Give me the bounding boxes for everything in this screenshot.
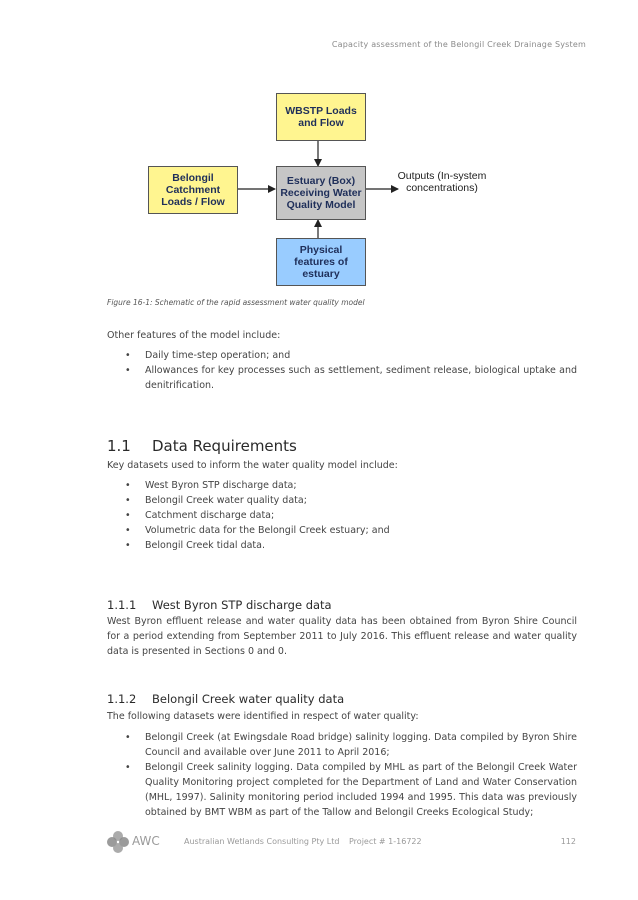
section-title: West Byron STP discharge data — [152, 598, 332, 612]
page-number: 112 — [560, 837, 576, 846]
physical-features-box — [276, 238, 366, 286]
outputs-label: Outputs (In-system concentrations) — [397, 170, 487, 194]
bullet-icon: • — [125, 762, 131, 773]
section-title: Data Requirements — [152, 437, 297, 455]
section-number: 1.1.2 — [107, 692, 137, 706]
running-header: Capacity assessment of the Belongil Creek Drainage System — [331, 40, 586, 49]
section-number: 1.1 — [107, 437, 131, 455]
bullet-icon: • — [125, 525, 131, 536]
intro-text: Other features of the model include: — [107, 330, 281, 341]
list-item: • Belongil Creek water quality data; — [125, 495, 307, 506]
bullet-icon: • — [125, 540, 131, 551]
figure-caption: Figure 16-1: Schematic of the rapid assessment water quality model — [107, 298, 365, 307]
section-heading-1-1 — [107, 437, 297, 455]
datasets-bullet-list — [107, 478, 577, 553]
bullet-icon: • — [125, 510, 131, 521]
list-item: • Allowances for key processes such as settlement, sediment release, biological uptake and denitrification. — [125, 365, 577, 391]
footer-project: Project # 1-16722 — [349, 837, 422, 846]
catchment-loads-label: Belongil Catchment Loads / Flow — [161, 172, 225, 208]
list-item: • Catchment discharge data; — [125, 510, 275, 521]
bullet-icon: • — [125, 495, 131, 506]
list-item: • Volumetric data for the Belongil Creek estuary; and — [125, 525, 390, 536]
awc-logo-icon — [106, 830, 130, 854]
awc-logo-text: AWC — [132, 834, 160, 848]
estuary-model-box — [276, 166, 366, 220]
catchment-loads-box — [148, 166, 238, 214]
bullet-icon: • — [125, 480, 131, 491]
water-quality-bullet-list — [107, 730, 577, 820]
section-number: 1.1.1 — [107, 598, 137, 612]
section-heading-1-1-2 — [107, 692, 344, 706]
list-item: • Daily time-step operation; and — [125, 350, 291, 361]
intro-bullet-list — [107, 348, 577, 393]
physical-features-label: Physical features of estuary — [294, 244, 348, 280]
page-footer — [106, 830, 578, 854]
section-heading-1-1-1 — [107, 598, 332, 612]
footer-company: Australian Wetlands Consulting Pty Ltd — [184, 837, 340, 846]
wbstp-loads-box — [276, 93, 366, 141]
wbstp-loads-label: WBSTP Loads and Flow — [285, 105, 357, 129]
list-item: • Belongil Creek salinity logging. Data compiled by MHL as part of the Belongil Creek Water Quality Monitoring project completed for the Department of Land and Water Conservation (MHL, 1997). Salinity monitoring period included 1994 and 1995. This data was previously obtained by BMT WBM as part of the Tallow and Belongil Creeks Ecological Study; — [125, 762, 577, 818]
section-1-1-1-text: West Byron effluent release and water quality data has been obtained from Byron Shire Council for a period extending from September 2011 to July 2016. This effluent release and water quality data is presented in Sections 0 and 0. — [107, 616, 577, 657]
bullet-icon: • — [125, 365, 131, 376]
section-1-1-2-text: The following datasets were identified in respect of water quality: — [107, 711, 419, 722]
list-item: • Belongil Creek tidal data. — [125, 540, 265, 551]
list-item: • Belongil Creek (at Ewingsdale Road bridge) salinity logging. Data compiled by Byron Shire Council and available over June 2011 to April 2016; — [125, 732, 577, 758]
bullet-icon: • — [125, 732, 131, 743]
list-item: • West Byron STP discharge data; — [125, 480, 297, 491]
bullet-icon: • — [125, 350, 131, 361]
section-1-1-text: Key datasets used to inform the water quality model include: — [107, 460, 398, 471]
section-title: Belongil Creek water quality data — [152, 692, 345, 706]
estuary-model-label: Estuary (Box) Receiving Water Quality Model — [280, 175, 362, 211]
